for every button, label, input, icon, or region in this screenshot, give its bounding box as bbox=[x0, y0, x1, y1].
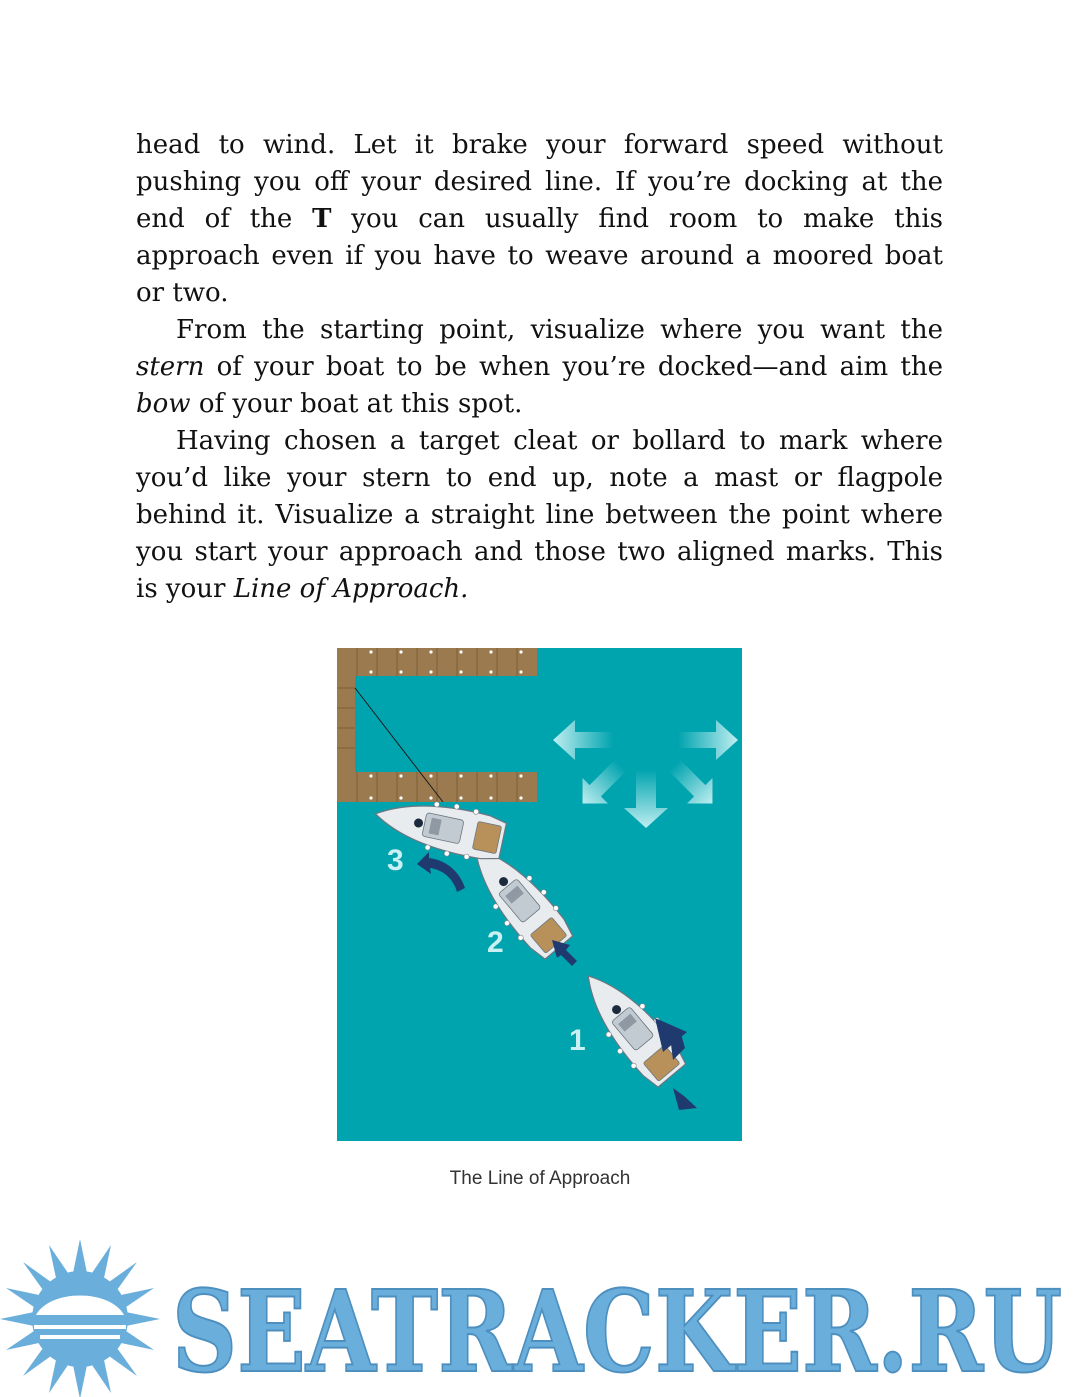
line-of-approach-diagram bbox=[337, 648, 742, 1141]
watermark-text: SEATRACKER.RU bbox=[172, 1267, 1062, 1397]
paragraph-1: head to wind. Let it brake your forward speed without pushing you off your desired line. If you’re docking at the end of the T you can usually find room to make this approach even if you have to weave around a moored boat or two. bbox=[136, 130, 943, 308]
bold-t: T bbox=[312, 204, 332, 234]
step-label-3: 3 bbox=[387, 844, 404, 877]
paragraph-3: Having chosen a target cleat or bollard to mark where you’d like your stern to end up, note a mast or flagpole behind it. Visualize a straight line between the point where you start your approach and those two aligned marks. This is your Line of Approach. bbox=[136, 426, 943, 604]
sun-logo bbox=[0, 1239, 160, 1397]
watermark bbox=[0, 1235, 1080, 1397]
italic-line-of-approach: Line of Approach. bbox=[233, 574, 469, 604]
italic-bow: bow bbox=[136, 389, 191, 419]
figure-caption: The Line of Approach bbox=[449, 1168, 631, 1189]
body-text bbox=[136, 127, 943, 608]
step-label-1: 1 bbox=[569, 1024, 586, 1057]
paragraph-2: From the starting point, visualize where you want the stern of your boat to be when you’re docked—and aim the bow of your boat at this spot. bbox=[136, 315, 943, 419]
italic-stern: stern bbox=[136, 352, 205, 382]
step-label-2: 2 bbox=[487, 926, 504, 959]
